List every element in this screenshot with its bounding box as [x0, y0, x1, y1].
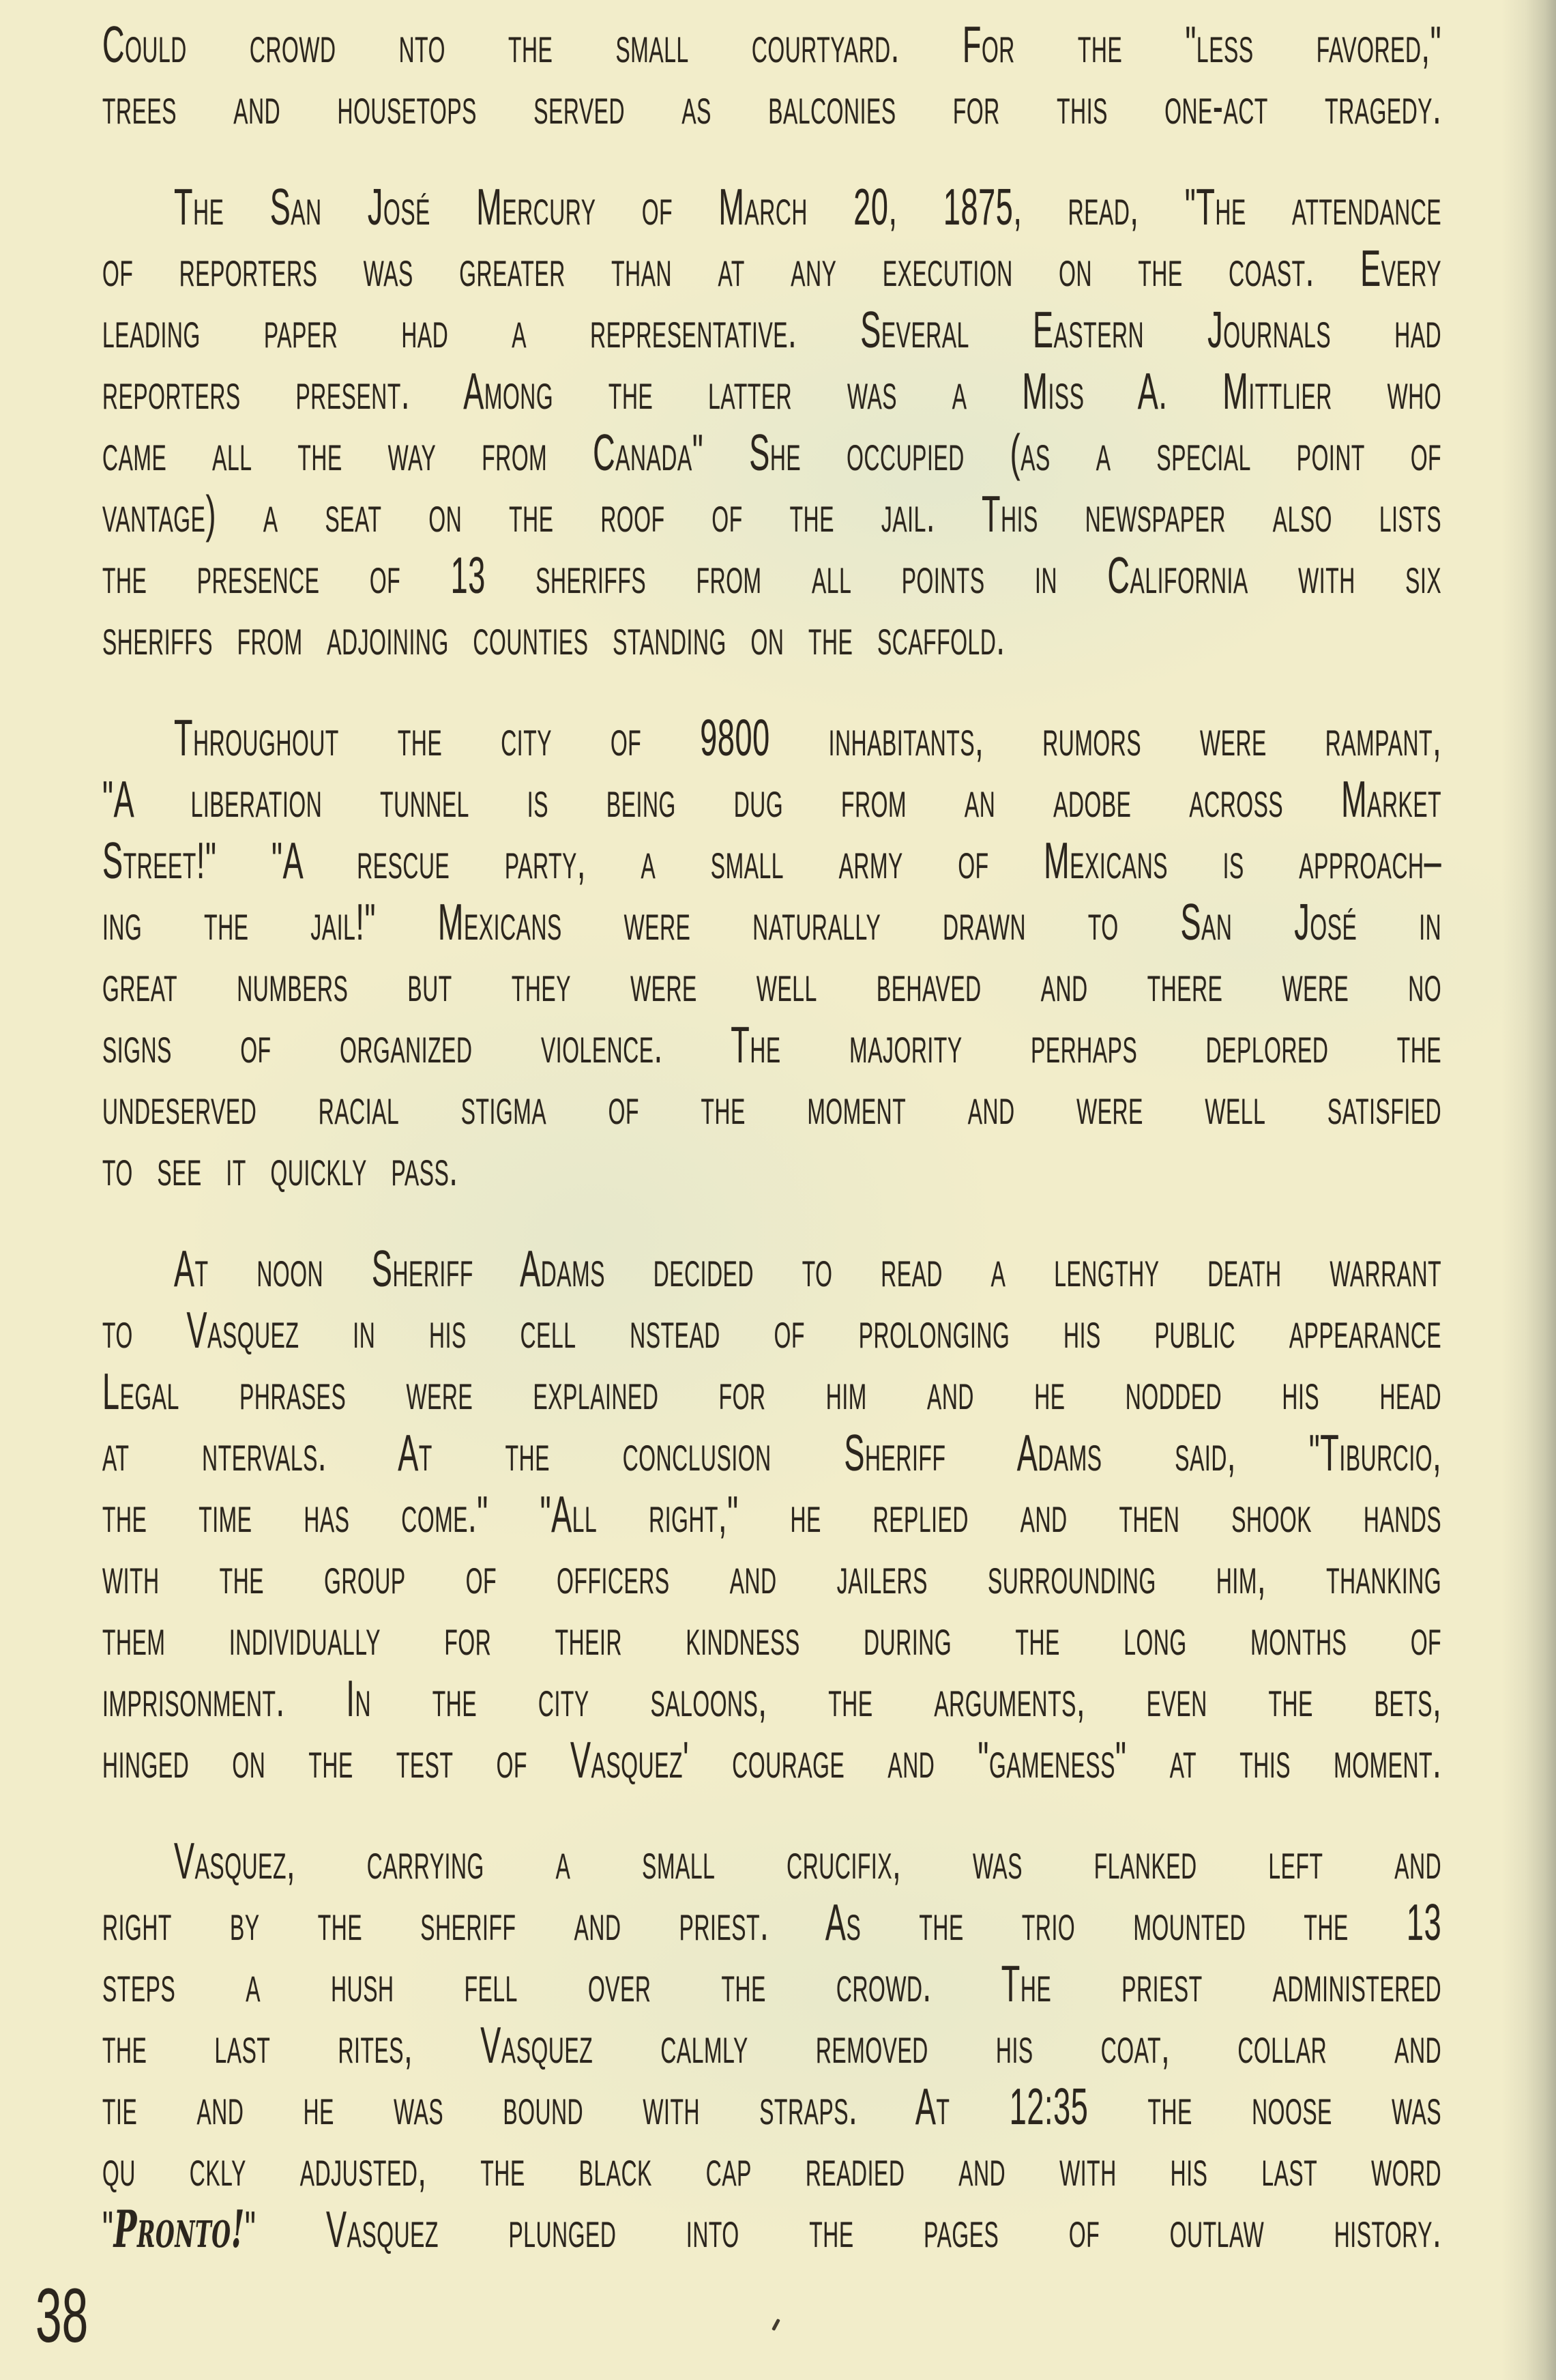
text-line: great numbers but they were well behaved and there were no	[102, 955, 1442, 1012]
text-line: vantage) a seat on the roof of the jail. This newspaper also lists	[102, 485, 1442, 542]
text-line: hinged on the test of Vasquez' courage and "gameness" at this moment.	[102, 1731, 1442, 1788]
text-block	[102, 14, 1441, 2260]
paragraph	[102, 176, 1441, 667]
text-line: with the group of officers and jailers surrounding him, thanking	[102, 1547, 1442, 1604]
text-line: Throughout the city of 9800 inhabitants, rumors were rampant,	[174, 709, 1442, 766]
paragraph	[102, 707, 1441, 1198]
text-line: Vasquez, carrying a small crucifix, was flanked left and	[174, 1832, 1442, 1889]
text-line	[102, 2198, 1441, 2260]
closing-text: " Vasquez plunged into the pages of outlaw history.	[244, 2201, 1442, 2258]
text-line: to see it quickly pass.	[102, 1139, 458, 1196]
text-line: the time has come." "All right," he replied and then shook hands	[102, 1485, 1442, 1543]
text-line: trees and housetops served as balconies for this one-act tragedy.	[102, 77, 1442, 134]
pronto-script-word: Pronto!	[113, 2199, 245, 2259]
text-line: Street!" "A rescue party, a small army of Mexicans is approach–	[102, 832, 1442, 889]
text-line: reporters present. Among the latter was a Miss A. Mittlier who	[102, 362, 1442, 420]
text-line: tie and he was bound with straps. At 12:35 the noose was	[102, 2078, 1442, 2135]
paragraph	[102, 1830, 1441, 2260]
paragraph	[102, 14, 1441, 136]
text-line: the last rites, Vasquez calmly removed his coat, collar and	[102, 2016, 1442, 2074]
text-line: came all the way from Canada" She occupied (as a special point of	[102, 424, 1442, 481]
text-line: sheriffs from adjoining counties standing on the scaffold.	[102, 608, 1005, 665]
text-line: imprisonment. In the city saloons, the arguments, even the bets,	[102, 1670, 1442, 1727]
text-line: to Vasquez in his cell nstead of prolonging his public appearance	[102, 1301, 1442, 1359]
quote-mark: "	[102, 2201, 114, 2258]
text-line: the presence of 13 sheriffs from all points in California with six	[102, 547, 1442, 604]
page-number: 38	[35, 2273, 89, 2358]
text-line: Could crowd nto the small courtyard. For the "less favored,"	[102, 16, 1442, 73]
text-line: At noon Sheriff Adams decided to read a lengthy death warrant	[174, 1240, 1442, 1297]
text-line: right by the sheriff and priest. As the trio mounted the 13	[102, 1893, 1442, 1951]
text-line: at ntervals. At the conclusion Sheriff Adams said, "Tiburcio,	[102, 1424, 1442, 1481]
text-line: "A liberation tunnel is being dug from an adobe across Market	[102, 770, 1442, 828]
ink-speck	[772, 2319, 780, 2331]
text-line: signs of organized violence. The majority perhaps deplored the	[102, 1016, 1442, 1073]
text-line: undeserved racial stigma of the moment and were well satisfied	[102, 1077, 1442, 1135]
text-line: ing the jail!" Mexicans were naturally drawn to San José in	[102, 893, 1442, 950]
text-line: steps a hush fell over the crowd. The priest administered	[102, 1955, 1442, 2012]
paragraph	[102, 1238, 1441, 1790]
text-line: Legal phrases were explained for him and he nodded his head	[102, 1363, 1442, 1420]
text-line: them individually for their kindness during the long months of	[102, 1608, 1442, 1666]
text-line: of reporters was greater than at any execution on the coast. Every	[102, 240, 1442, 297]
text-line: leading paper had a representative. Several Eastern Journals had	[102, 301, 1442, 358]
text-line: qu ckly adjusted, the black cap readied and with his last word	[102, 2139, 1442, 2196]
page-edge-shadow	[1501, 0, 1556, 2380]
text-line: The San José Mercury of March 20, 1875, read, "The attendance	[174, 178, 1442, 235]
